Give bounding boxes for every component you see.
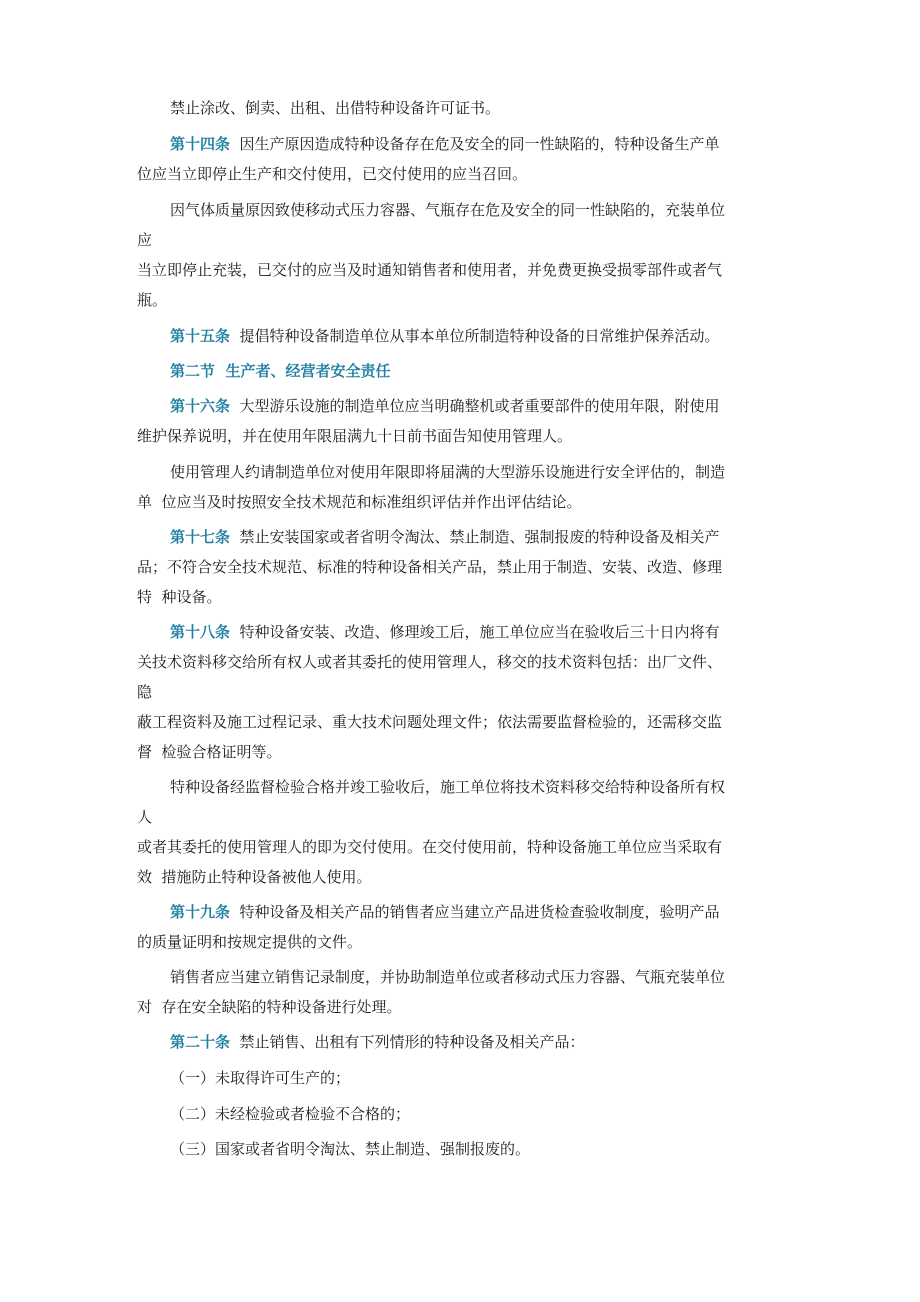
article-20-line: 第二十条 禁止销售、出租有下列情形的特种设备及相关产品：	[170, 1033, 585, 1051]
text-line: 效 措施防止特种设备被他人使用。	[137, 868, 372, 886]
article-14-line: 第十四条 因生产原因造成特种设备存在危及安全的同一性缺陷的，特种设备生产单	[170, 135, 720, 153]
article-17-line: 第十七条 禁止安装国家或者省明令淘汰、禁止制造、强制报废的特种设备及相关产	[170, 528, 720, 546]
article-heading: 第十八条	[170, 623, 231, 641]
text-line: 禁止涂改、倒卖、出租、出借特种设备许可证书。	[170, 99, 501, 117]
text-line: 品；不符合安全技术规范、标准的特种设备相关产品，禁止用于制造、安装、改造、修理	[137, 558, 723, 576]
text-line: 销售者应当建立销售记录制度，并协助制造单位或者移动式压力容器、气瓶充装单位	[170, 968, 726, 986]
text-line: 对 存在安全缺陷的特种设备进行处理。	[137, 998, 402, 1016]
text-line: 特种设备经监督检验合格并竣工验收后，施工单位将技术资料移交给特种设备所有权	[170, 778, 726, 796]
article-heading: 第十五条	[170, 327, 231, 345]
list-item: （三）国家或者省明令淘汰、禁止制造、强制报废的。	[170, 1140, 531, 1158]
text-line: 特 种设备。	[137, 588, 222, 606]
text-line: 单 位应当及时按照安全技术规范和标准组织评估并作出评估结论。	[137, 493, 582, 511]
text-line: 应	[137, 231, 153, 249]
section-2-heading: 第二节 生产者、经营者安全责任	[170, 362, 391, 380]
text-line: 因气体质量原因致使移动式压力容器、气瓶存在危及安全的同一性缺陷的，充装单位	[170, 201, 726, 219]
text-line: 蔽工程资料及施工过程记录、重大技术问题处理文件；依法需要监督检验的，还需移交监	[137, 713, 723, 731]
text-line: 人	[137, 808, 153, 826]
text-line: 的质量证明和按规定提供的文件。	[137, 933, 363, 951]
article-heading: 第十四条	[170, 135, 231, 153]
article-heading: 第二十条	[170, 1033, 231, 1051]
article-16-line: 第十六条 大型游乐设施的制造单位应当明确整机或者重要部件的使用年限，附使用	[170, 397, 720, 415]
text-line: 当立即停止充装，已交付的应当及时通知销售者和使用者，并免费更换受损零部件或者气	[137, 261, 723, 279]
article-heading: 第十六条	[170, 397, 231, 415]
list-item: （一）未取得许可生产的；	[170, 1069, 351, 1087]
article-19-line: 第十九条 特种设备及相关产品的销售者应当建立产品进货检查验收制度，验明产品	[170, 903, 720, 921]
text-line: 或者其委托的使用管理人的即为交付使用。在交付使用前，特种设备施工单位应当采取有	[137, 838, 723, 856]
text-line: 使用管理人约请制造单位对使用年限即将届满的大型游乐设施进行安全评估的，制造	[170, 463, 726, 481]
list-item: （二）未经检验或者检验不合格的；	[170, 1105, 411, 1123]
text-line: 隐	[137, 683, 153, 701]
article-18-line: 第十八条 特种设备安装、改造、修理竣工后，施工单位应当在验收后三十日内将有	[170, 623, 720, 641]
article-heading: 第十九条	[170, 903, 231, 921]
text-line: 关技术资料移交给所有权人或者其委托的使用管理人，移交的技术资料包括：出厂文件、	[137, 653, 723, 671]
article-heading: 第十七条	[170, 528, 231, 546]
text-line: 位应当立即停止生产和交付使用，已交付使用的应当召回。	[137, 165, 528, 183]
article-15-line: 第十五条 提倡特种设备制造单位从事本单位所制造特种设备的日常维护保养活动。	[170, 327, 720, 345]
text-line: 维护保养说明，并在使用年限届满九十日前书面告知使用管理人。	[137, 427, 573, 445]
text-line: 督 检验合格证明等。	[137, 743, 282, 761]
text-line: 瓶。	[137, 291, 168, 309]
